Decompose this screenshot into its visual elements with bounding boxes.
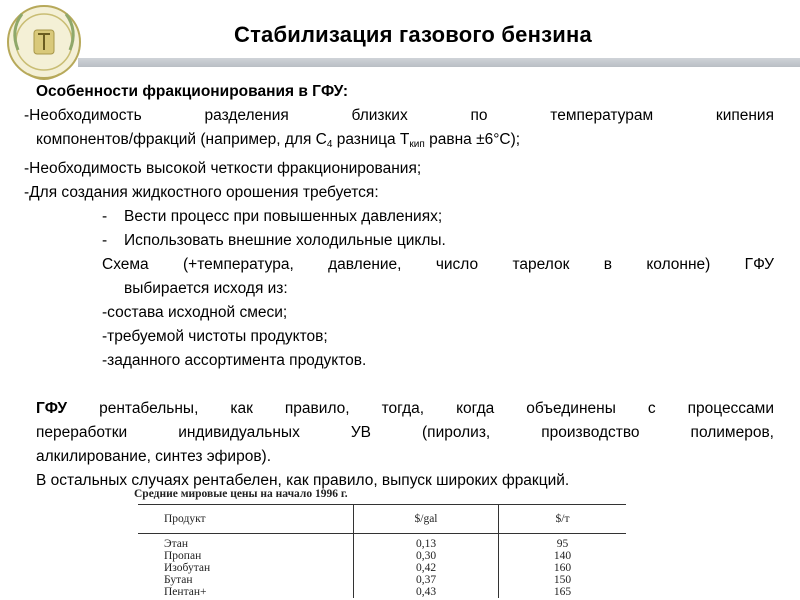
gfu-paragraph-line: ГФУ рентабельны, как правило, тогда, когда объединены с процессами bbox=[36, 400, 774, 417]
table-cell: 0,43 bbox=[354, 586, 499, 598]
table-cell: 140 bbox=[553, 550, 572, 562]
slide-title: Стабилизация газового бензина bbox=[234, 22, 592, 47]
schema-list-item: -требуемой чистоты продуктов; bbox=[102, 328, 328, 345]
title-divider bbox=[78, 58, 800, 67]
table-header-row bbox=[138, 505, 626, 534]
column-header: $/gal bbox=[354, 505, 499, 534]
gfu-paragraph-line: переработки индивидуальных УВ (пиролиз, производство полимеров, bbox=[36, 424, 774, 441]
table-cell: 95 bbox=[556, 538, 569, 550]
table-row bbox=[138, 586, 626, 598]
schema-list-item: -состава исходной смеси; bbox=[102, 304, 288, 321]
price-table-caption: Средние мировые цены на начало 1996 г. bbox=[134, 488, 348, 500]
table-cell: 160 bbox=[553, 562, 572, 574]
table-cell: Изобутан bbox=[138, 562, 354, 574]
list-item: -Для создания жидкостного орошения требуется: bbox=[24, 184, 379, 201]
list-item: -Необходимость высокой четкости фракционирования; bbox=[24, 160, 422, 177]
table-cell: 0,42 bbox=[354, 562, 499, 574]
gfu-paragraph-line: алкилирование, синтез эфиров). bbox=[36, 448, 272, 465]
schema-paragraph: Схема (+температура, давление, число тарелок в колонне) ГФУ bbox=[102, 256, 774, 273]
column-header: $/т bbox=[499, 505, 627, 534]
table-row bbox=[138, 574, 626, 586]
slide-body bbox=[24, 80, 774, 493]
sub-list-item: - Использовать внешние холодильные циклы. bbox=[102, 232, 446, 249]
list-item: -Необходимость разделения близких по температурам кипения bbox=[24, 107, 774, 124]
table-cell: 0,30 bbox=[354, 550, 499, 562]
schema-list-item: -заданного ассортимента продуктов. bbox=[102, 352, 367, 369]
column-header: Продукт bbox=[138, 505, 354, 534]
table-cell: Пентан+ bbox=[138, 586, 354, 598]
table-cell: Этан bbox=[138, 534, 354, 551]
table-cell: 150 bbox=[553, 574, 572, 586]
conclusion-text: В остальных случаях рентабелен, как правило, выпуск широких фракций. bbox=[36, 472, 570, 489]
table-cell: Бутан bbox=[138, 574, 354, 586]
section-heading: Особенности фракционирования в ГФУ: bbox=[36, 83, 348, 100]
list-item-continuation: компонентов/фракций (например, для $С_4$ разница $Т_{кип}$ равна ±6°С); bbox=[36, 131, 521, 150]
sub-list-item: - Вести процесс при повышенных давлениях; bbox=[102, 208, 443, 225]
university-emblem-icon bbox=[0, 0, 90, 90]
schema-paragraph-continuation: выбирается исходя из: bbox=[124, 280, 288, 297]
table-row bbox=[138, 562, 626, 574]
price-table bbox=[138, 504, 626, 598]
table-row bbox=[138, 550, 626, 562]
table-row bbox=[138, 534, 626, 551]
table-cell: 0,13 bbox=[354, 534, 499, 551]
table-cell: Пропан bbox=[138, 550, 354, 562]
table-cell: 0,37 bbox=[354, 574, 499, 586]
table-cell: 165 bbox=[553, 586, 572, 598]
